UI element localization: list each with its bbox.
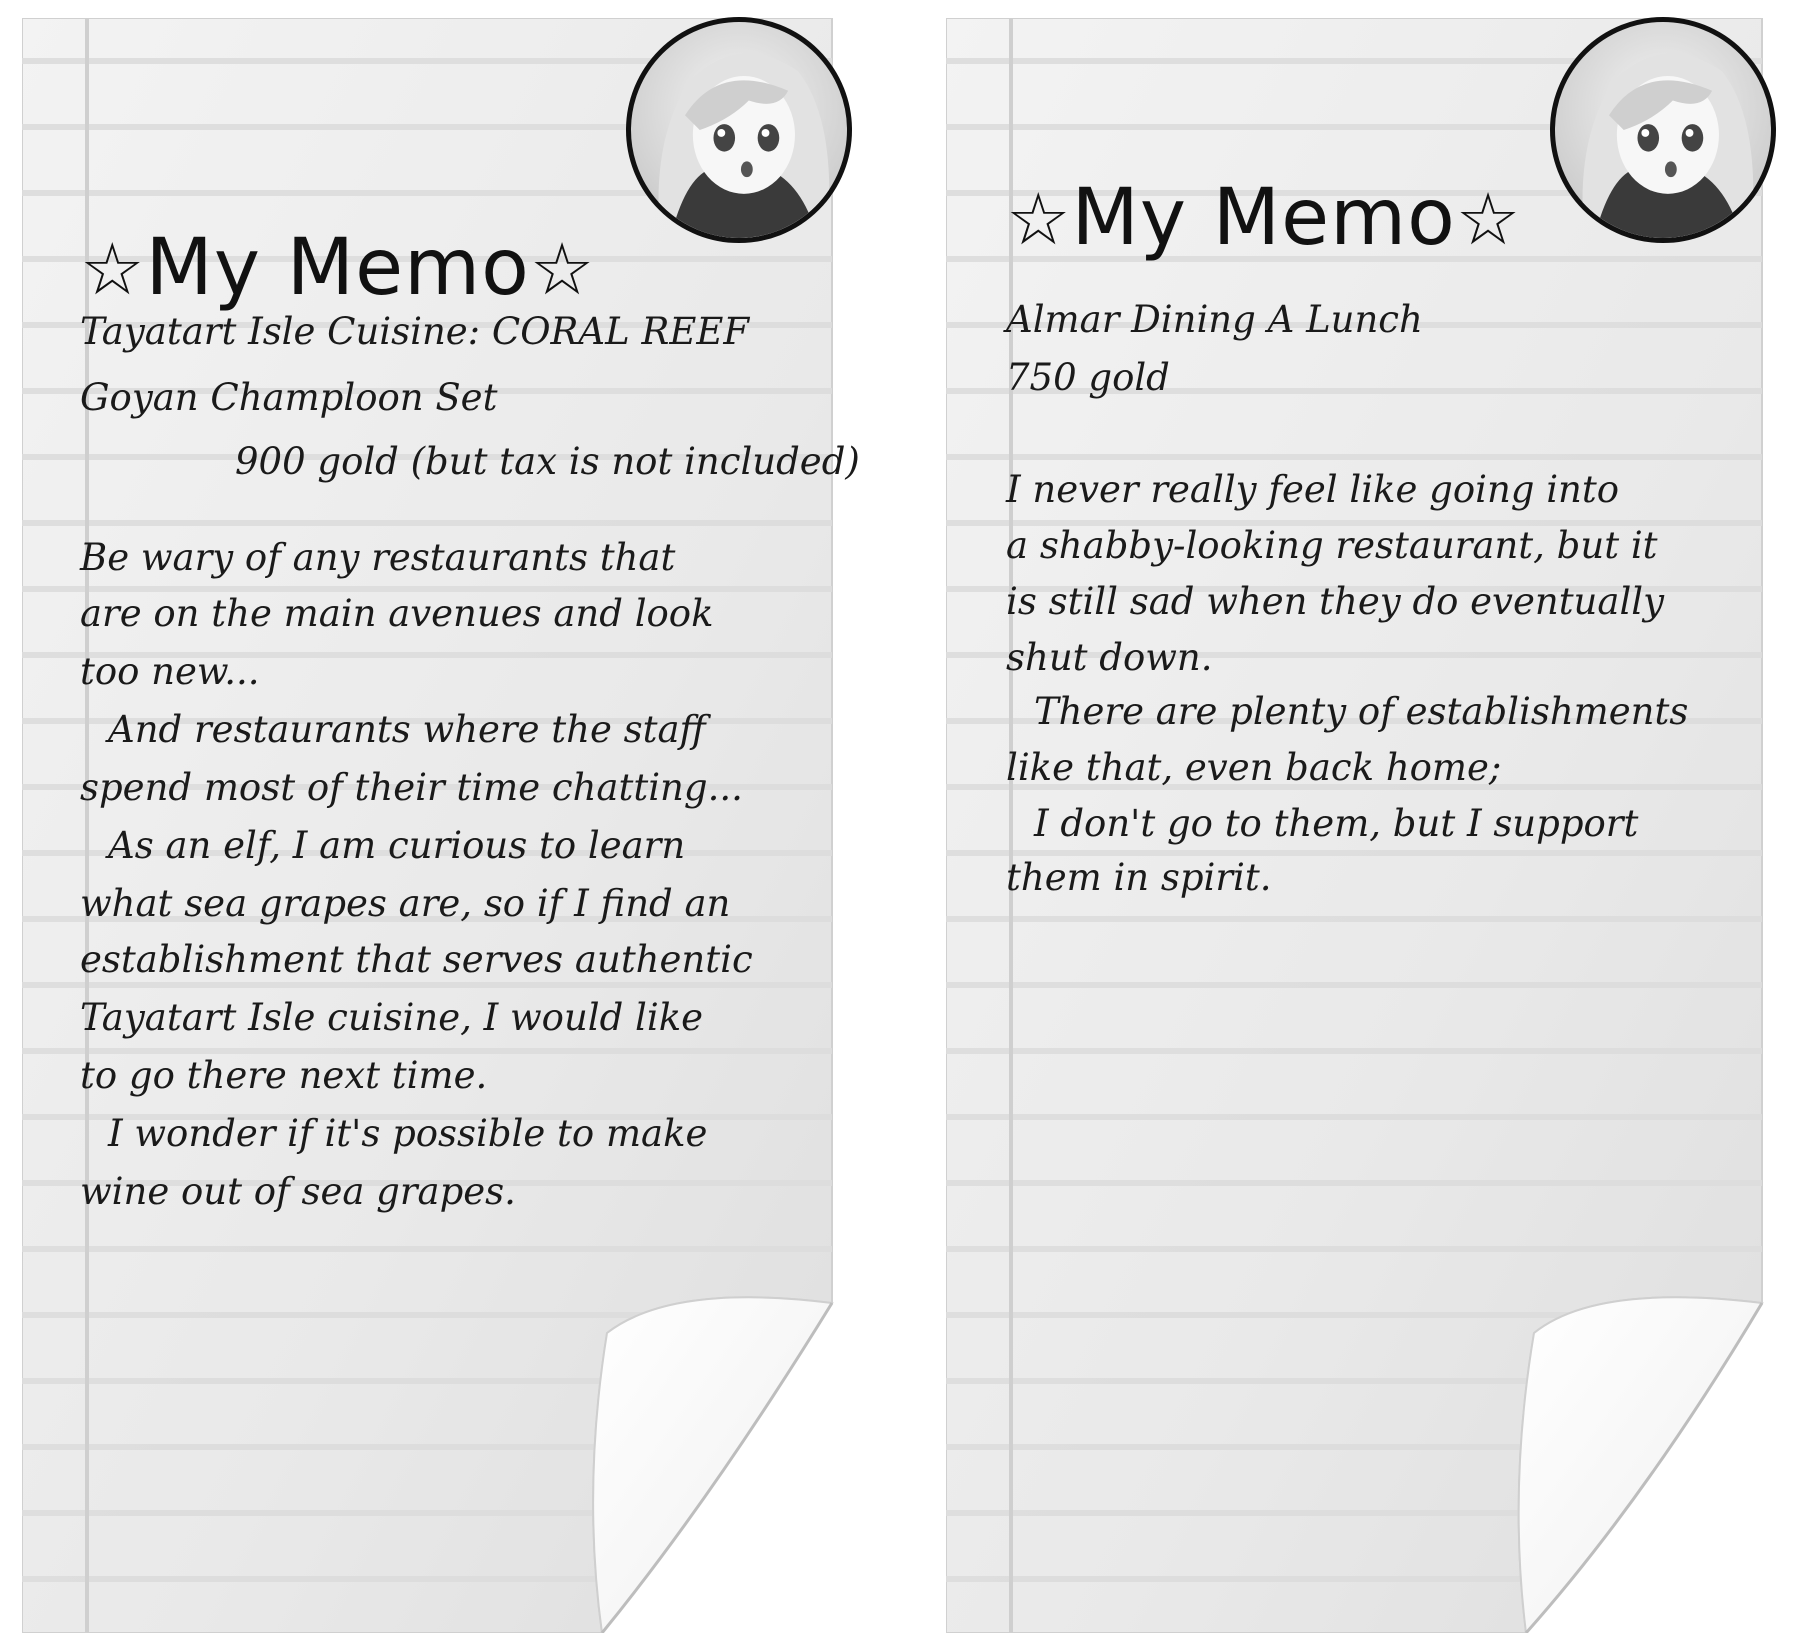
avatar <box>1550 17 1776 243</box>
memo-title-text: My Memo <box>145 223 530 313</box>
memo-title <box>1006 173 1521 263</box>
elf-girl-portrait-icon <box>631 22 847 238</box>
memo-line: I never really feel like going into <box>1006 468 1620 511</box>
memo-line: I wonder if it's possible to make <box>108 1112 708 1155</box>
memo-line: to go there next time. <box>80 1054 488 1097</box>
memo-line: too new... <box>80 650 260 693</box>
elf-girl-portrait-icon <box>1555 22 1771 238</box>
memo-line: Tayatart Isle Cuisine: CORAL REEF <box>80 310 750 353</box>
memo-line: Almar Dining A Lunch <box>1006 298 1423 341</box>
memo-line: I don't go to them, but I support <box>1034 802 1639 845</box>
avatar <box>626 17 852 243</box>
memo-line: Goyan Champloon Set <box>80 376 498 419</box>
star-outline-icon: ☆ <box>80 227 146 311</box>
memo-line: 900 gold (but tax is not included) <box>235 440 860 483</box>
memo-card-right <box>946 18 1776 1633</box>
memo-line: them in spirit. <box>1006 856 1272 899</box>
memo-line: what sea grapes are, so if I find an <box>80 882 731 925</box>
memo-line: shut down. <box>1006 636 1213 679</box>
memo-line: spend most of their time chatting... <box>80 766 743 809</box>
memo-line: establishment that serves authentic <box>80 938 753 981</box>
memo-line: is still sad when they do eventually <box>1006 580 1665 623</box>
star-outline-icon: ☆ <box>529 227 596 311</box>
memo-line: 750 gold <box>1006 356 1170 399</box>
memo-line: As an elf, I am curious to learn <box>108 824 686 867</box>
memo-line: a shabby-looking restaurant, but it <box>1006 524 1658 567</box>
star-outline-icon: ☆ <box>1006 177 1072 261</box>
memo-line: like that, even back home; <box>1006 746 1502 789</box>
memo-line: There are plenty of establishments <box>1034 690 1689 733</box>
star-outline-icon: ☆ <box>1455 177 1522 261</box>
memo-title-text: My Memo <box>1071 173 1456 263</box>
memo-title <box>80 223 595 313</box>
memo-card-left <box>22 18 860 1633</box>
memo-line: wine out of sea grapes. <box>80 1170 516 1213</box>
memo-line: Tayatart Isle cuisine, I would like <box>80 996 704 1039</box>
memo-line: Be wary of any restaurants that <box>80 536 676 579</box>
memo-line: are on the main avenues and look <box>80 592 714 635</box>
memo-line: And restaurants where the staff <box>108 708 706 751</box>
